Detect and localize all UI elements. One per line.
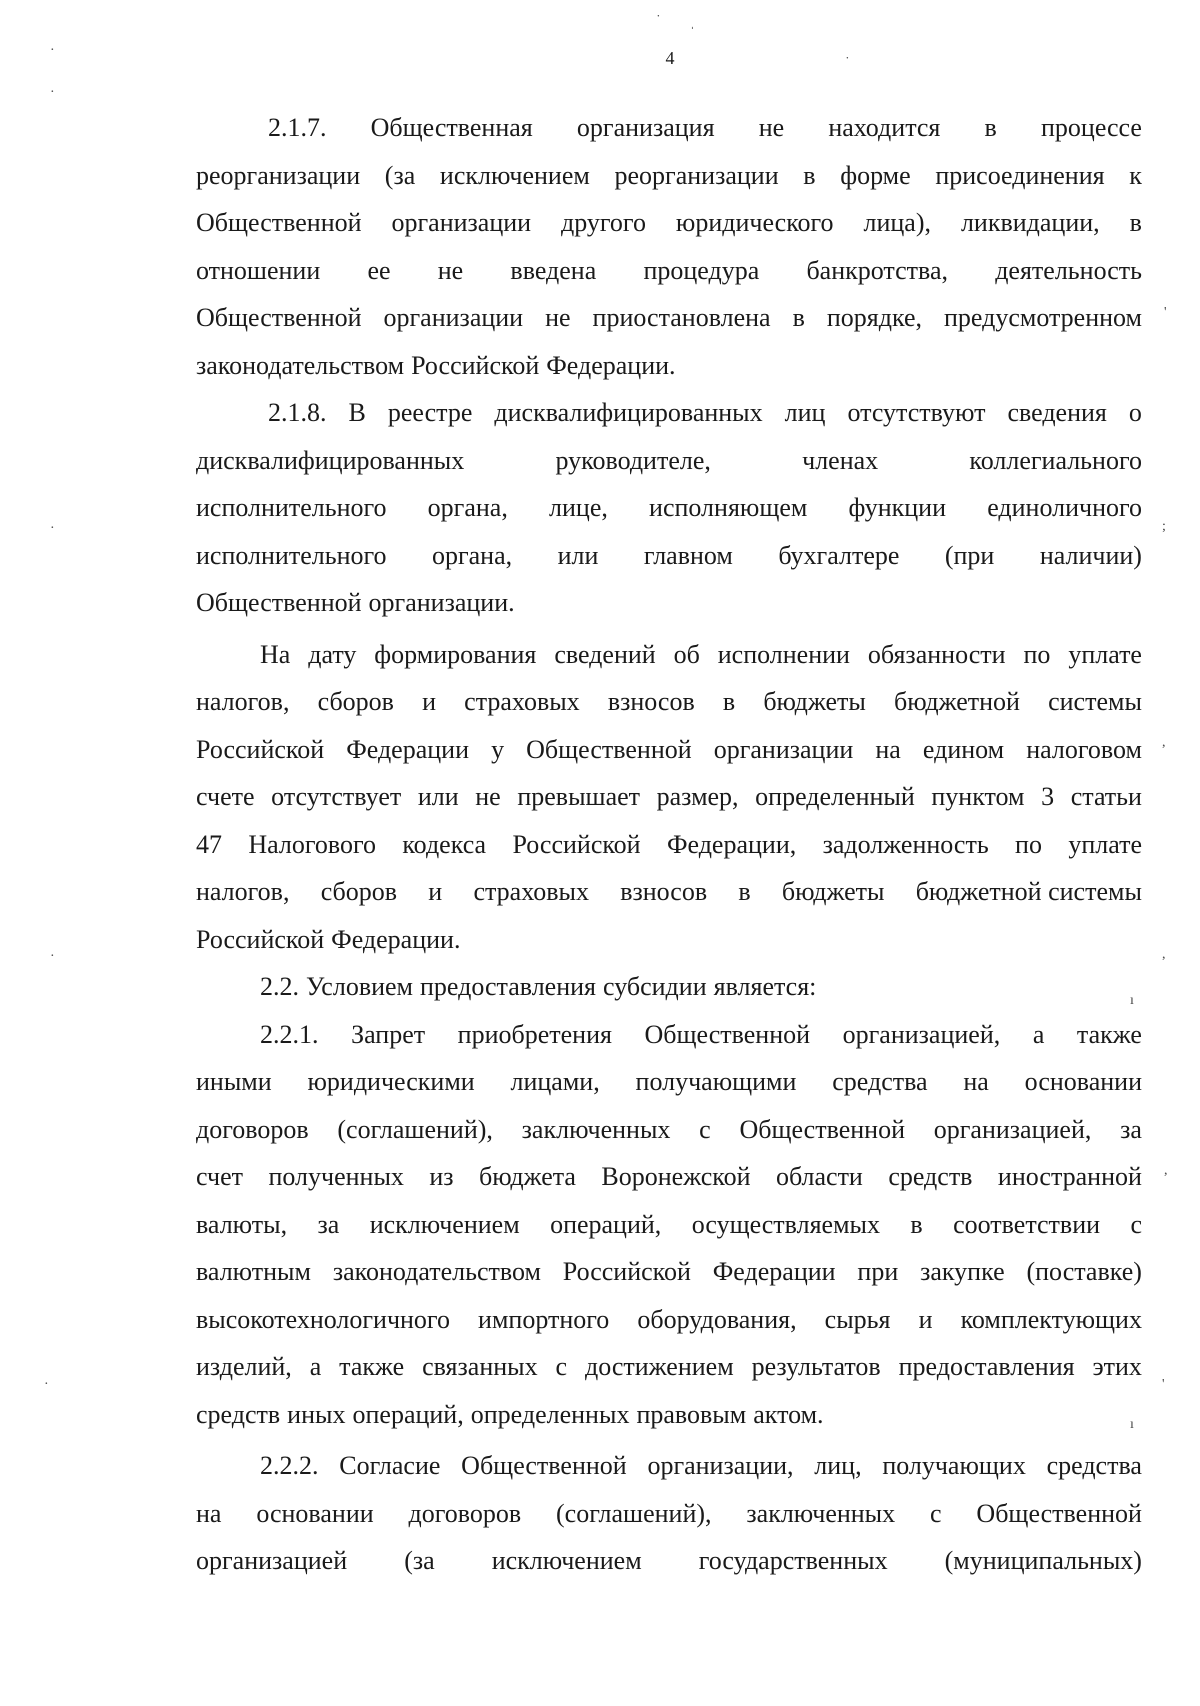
text-line: Российской Федерации.	[196, 924, 461, 954]
text-line: Общественной организации не приостановлена в порядке, предусмотренном	[196, 303, 1142, 332]
text-line: 2.1.8. В реестре дисквалифицированных лиц отсутствуют сведения о	[268, 398, 1142, 427]
text-line: высокотехнологичного импортного оборудования, сырья и комплектующих	[196, 1304, 1142, 1334]
paragraph-2-2	[196, 963, 1142, 1011]
text-line: 2.1.7. Общественная организация не находится в процессе	[268, 113, 1142, 142]
paragraph-2-1-8	[196, 389, 1142, 627]
paragraph-2-2-2	[196, 1442, 1142, 1585]
text-line: исполнительного органа, или главном бухгалтере (при наличии)	[196, 540, 1142, 570]
text-line: на основании договоров (соглашений), заключенных с Общественной	[196, 1498, 1142, 1528]
text-line: Общественной организации.	[196, 588, 515, 617]
text-line: реорганизации (за исключением реорганизации в форме присоединения к	[196, 160, 1142, 190]
page-number: 4	[665, 48, 675, 68]
text-line: дисквалифицированных руководителе, членах коллегиального	[196, 445, 1142, 475]
text-line: 2.2.2. Согласие Общественной организации, лиц, получающих средства	[260, 1451, 1142, 1480]
text-line: исполнительного органа, лице, исполняющем функции единоличного	[196, 493, 1142, 522]
document-page: 4 · · ˙ ˌ ˙ · · · ' ; , , ı , ' ı 2.1.7. Общественная организация не находится в процессе реорганизации (за исключением реорганизации в форме присоединения к Общественной организации другого юридического лица), ликвидации, в отношении ее не введена процедура банкротства, деятельность Общественной организации не приостановлена в порядке, предусмотренном законодательством Российской Федерации. 2.1.8. В реестре дисквалифицированных лиц отсутствуют сведения о дисквалифицированных руководителе, членах коллегиального исполнительного органа, лице, исполняющем функции единоличного исполнительного органа, или главном бухгалтере (при наличии) Общественной организации. На дату формирования сведений об исполнении обязанности по уплате налогов, сборов и страховых взносов в бюджеты бюджетной системы Российской Федерации у Общественной организации на едином налоговом счете отсутствует или не превышает размер, определенный пунктом 3 статьи 47 Налогового кодекса Российской Федерации, задолженность по уплате налогов, сборов и страховых взносов в бюджеты бюджетной системы Российской Федерации. 2.2. Условием предоставления субсидии является: 2.2.1. Запрет приобретения Общественной организацией, а также иными юридическими лицами, получающими средства на основании договоров (соглашений), заключенных с Общественной организацией, за счет полученных из бюджета Воронежской области средств иностранной валюты, за исключением операций, осуществляемых в соответствии с валютным законодательством Российской Федерации при закупке (поставке) высокотехнологичного импортного оборудования, сырья и комплектующих изделий, а также связанных с достижением результатов предоставления этих средств иных операций, определенных правовым актом. 2.2.2. Согласие Общественной организации, лиц, получающих средства на основании договоров (соглашений), заключенных с Общественной организацией (за исключением государственных (муниципальных)	[0, 0, 1200, 1706]
text-line: 47 Налогового кодекса Российской Федерации, задолженность по уплате	[196, 829, 1142, 859]
text-line: счете отсутствует или не превышает размер, определенный пунктом 3 статьи	[196, 782, 1142, 811]
text-line: 2.2.1. Запрет приобретения Общественной организацией, а также	[260, 1019, 1142, 1049]
text-line: законодательством Российской Федерации.	[196, 350, 676, 380]
text-line: 2.2. Условием предоставления субсидии является:	[260, 972, 817, 1001]
text-line: налогов, сборов и страховых взносов в бюджеты бюджетной системы	[196, 877, 1142, 906]
text-line: отношении ее не введена процедура банкротства, деятельность	[196, 255, 1142, 285]
text-line: налогов, сборов и страховых взносов в бюджеты бюджетной системы	[196, 687, 1142, 716]
text-line: договоров (соглашений), заключенных с Общественной организацией, за	[196, 1114, 1142, 1144]
text-line: Общественной организации другого юридического лица), ликвидации, в	[196, 208, 1142, 237]
text-line: изделий, а также связанных с достижением результатов предоставления этих	[196, 1352, 1142, 1381]
paragraph-tax-obligations	[196, 631, 1142, 964]
document-text	[196, 104, 1142, 1585]
text-line: валюты, за исключением операций, осуществляемых в соответствии с	[196, 1209, 1142, 1239]
text-line: организацией (за исключением государственных (муниципальных)	[196, 1546, 1142, 1575]
text-line: средств иных операций, определенных правовым актом.	[196, 1399, 824, 1429]
paragraph-2-2-1	[196, 1011, 1142, 1439]
text-line: На дату формирования сведений об исполнении обязанности по уплате	[260, 639, 1142, 669]
paragraph-2-1-7	[196, 104, 1142, 389]
text-line: иными юридическими лицами, получающими средства на основании	[196, 1067, 1142, 1096]
text-line: Российской Федерации у Общественной организации на едином налоговом	[196, 734, 1142, 764]
text-line: счет полученных из бюджета Воронежской области средств иностранной	[196, 1162, 1142, 1191]
text-line: валютным законодательством Российской Федерации при закупке (поставке)	[196, 1257, 1142, 1286]
